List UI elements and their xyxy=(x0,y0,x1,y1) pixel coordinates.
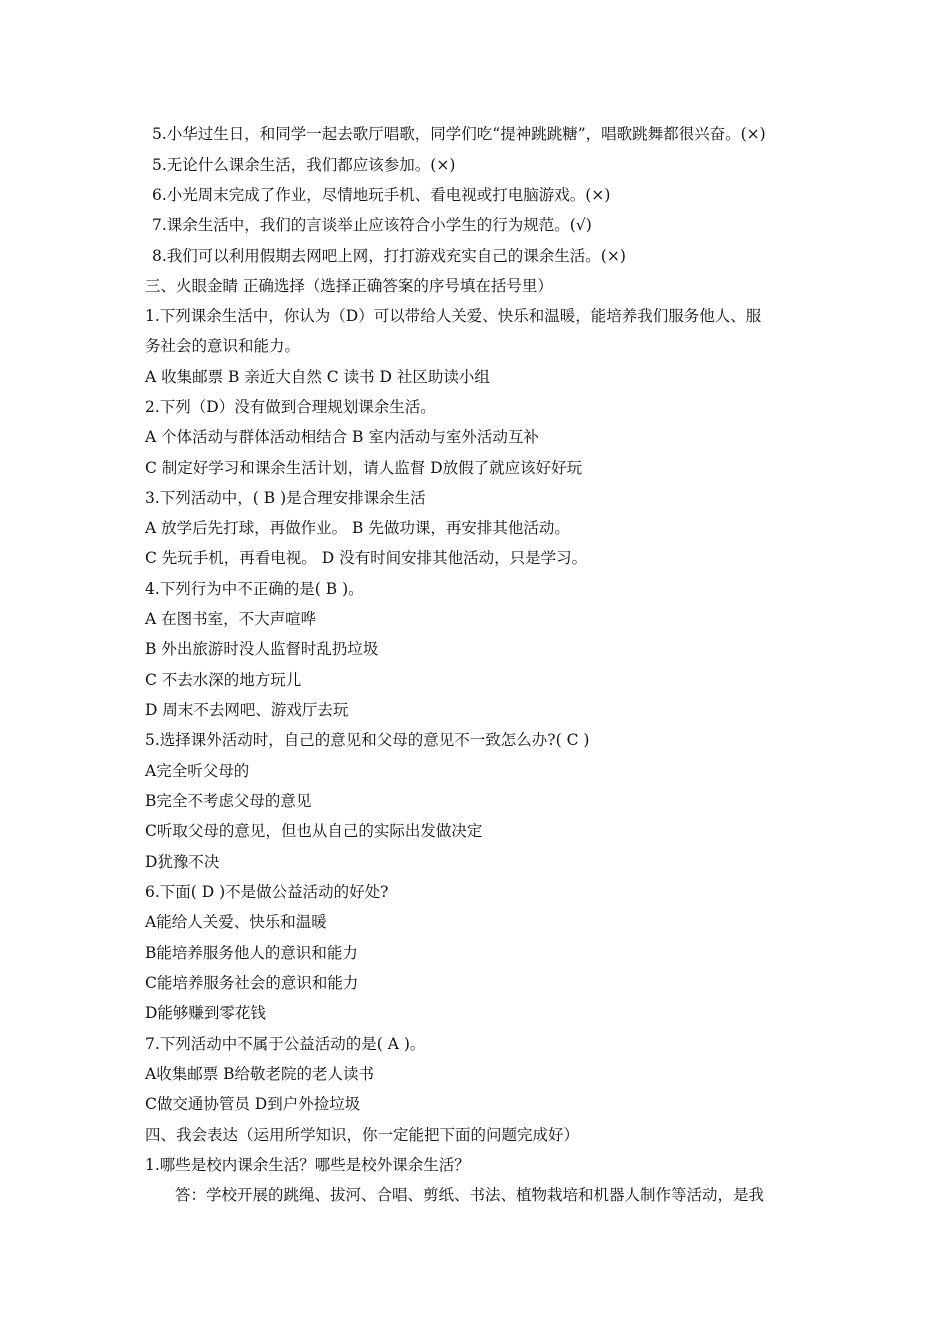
question-2-options-ab: A 个体活动与群体活动相结合 B 室内活动与室外活动互补 xyxy=(145,428,539,446)
question-4-option-a: A 在图书室，不大声喧哗 xyxy=(145,610,317,628)
question-3-options-cd: C 先玩手机，再看电视。 D 没有时间安排其他活动，只是学习。 xyxy=(145,549,588,567)
true-false-item-5a: 5.小华过生日，和同学一起去歌厅唱歌，同学们吃“提神跳跳糖”，唱歌跳舞都很兴奋。(×) xyxy=(152,125,766,143)
question-2-options-cd: C 制定好学习和课余生活计划，请人监督 D放假了就应该好好玩 xyxy=(145,459,583,477)
question-6-option-a: A能给人关爱、快乐和温暖 xyxy=(145,913,327,931)
question-4-option-d: D 周末不去网吧、游戏厅去玩 xyxy=(145,701,349,719)
question-4-option-b: B 外出旅游时没人监督时乱扔垃圾 xyxy=(145,640,379,658)
question-7-options-cd: C做交通协管员 D到户外捡垃圾 xyxy=(145,1095,361,1113)
section-heading-4: 四、我会表达（运用所学知识，你一定能把下面的问题完成好） xyxy=(145,1126,580,1144)
question-7-options-ab: A收集邮票 B给敬老院的老人读书 xyxy=(145,1065,375,1083)
question-6-option-b: B能培养服务他人的意识和能力 xyxy=(145,944,358,962)
question-6-option-d: D能够赚到零花钱 xyxy=(145,1004,266,1022)
expression-answer-1: 答：学校开展的跳绳、拔河、合唱、剪纸、书法、植物栽培和机器人制作等活动，是我 xyxy=(175,1186,765,1204)
question-3-options-ab: A 放学后先打球，再做作业。 B 先做功课，再安排其他活动。 xyxy=(145,519,570,537)
question-2: 2.下列（D）没有做到合理规划课余生活。 xyxy=(145,398,436,416)
question-1-options: A 收集邮票 B 亲近大自然 C 读书 D 社区助读小组 xyxy=(145,368,490,386)
question-5: 5.选择课外活动时，自己的意见和父母的意见不一致怎么办?( C ) xyxy=(145,731,590,749)
true-false-item-8: 8.我们可以利用假期去网吧上网，打打游戏充实自己的课余生活。(×) xyxy=(152,247,626,265)
question-6-option-c: C能培养服务社会的意识和能力 xyxy=(145,974,359,992)
question-5-option-d: D犹豫不决 xyxy=(145,853,220,871)
section-heading-3: 三、火眼金睛 正确选择（选择正确答案的序号填在括号里） xyxy=(145,277,553,295)
true-false-item-7: 7.课余生活中，我们的言谈举止应该符合小学生的行为规范。(√) xyxy=(152,216,592,234)
question-5-option-a: A完全听父母的 xyxy=(145,762,250,780)
question-1: 1.下列课余生活中，你认为（D）可以带给人关爱、快乐和温暖，能培养我们服务他人、服 xyxy=(145,307,762,325)
question-1-continued: 务社会的意识和能力。 xyxy=(145,337,301,355)
question-5-option-c: C听取父母的意见，但也从自己的实际出发做决定 xyxy=(145,822,483,840)
question-4-option-c: C 不去水深的地方玩儿 xyxy=(145,671,302,689)
question-5-option-b: B完全不考虑父母的意见 xyxy=(145,792,312,810)
expression-question-1: 1.哪些是校内课余生活？哪些是校外课余生活？ xyxy=(145,1156,470,1174)
question-3: 3.下列活动中，( B )是合理安排课余生活 xyxy=(145,489,426,507)
true-false-item-6: 6.小光周末完成了作业，尽情地玩手机、看电视或打电脑游戏。(×) xyxy=(152,186,611,204)
true-false-item-5b: 5.无论什么课余生活，我们都应该参加。(×) xyxy=(152,156,456,174)
question-4: 4.下列行为中不正确的是( B )。 xyxy=(145,580,364,598)
question-6: 6.下面( D )不是做公益活动的好处? xyxy=(145,883,389,901)
question-7: 7.下列活动中不属于公益活动的是( A )。 xyxy=(145,1035,426,1053)
